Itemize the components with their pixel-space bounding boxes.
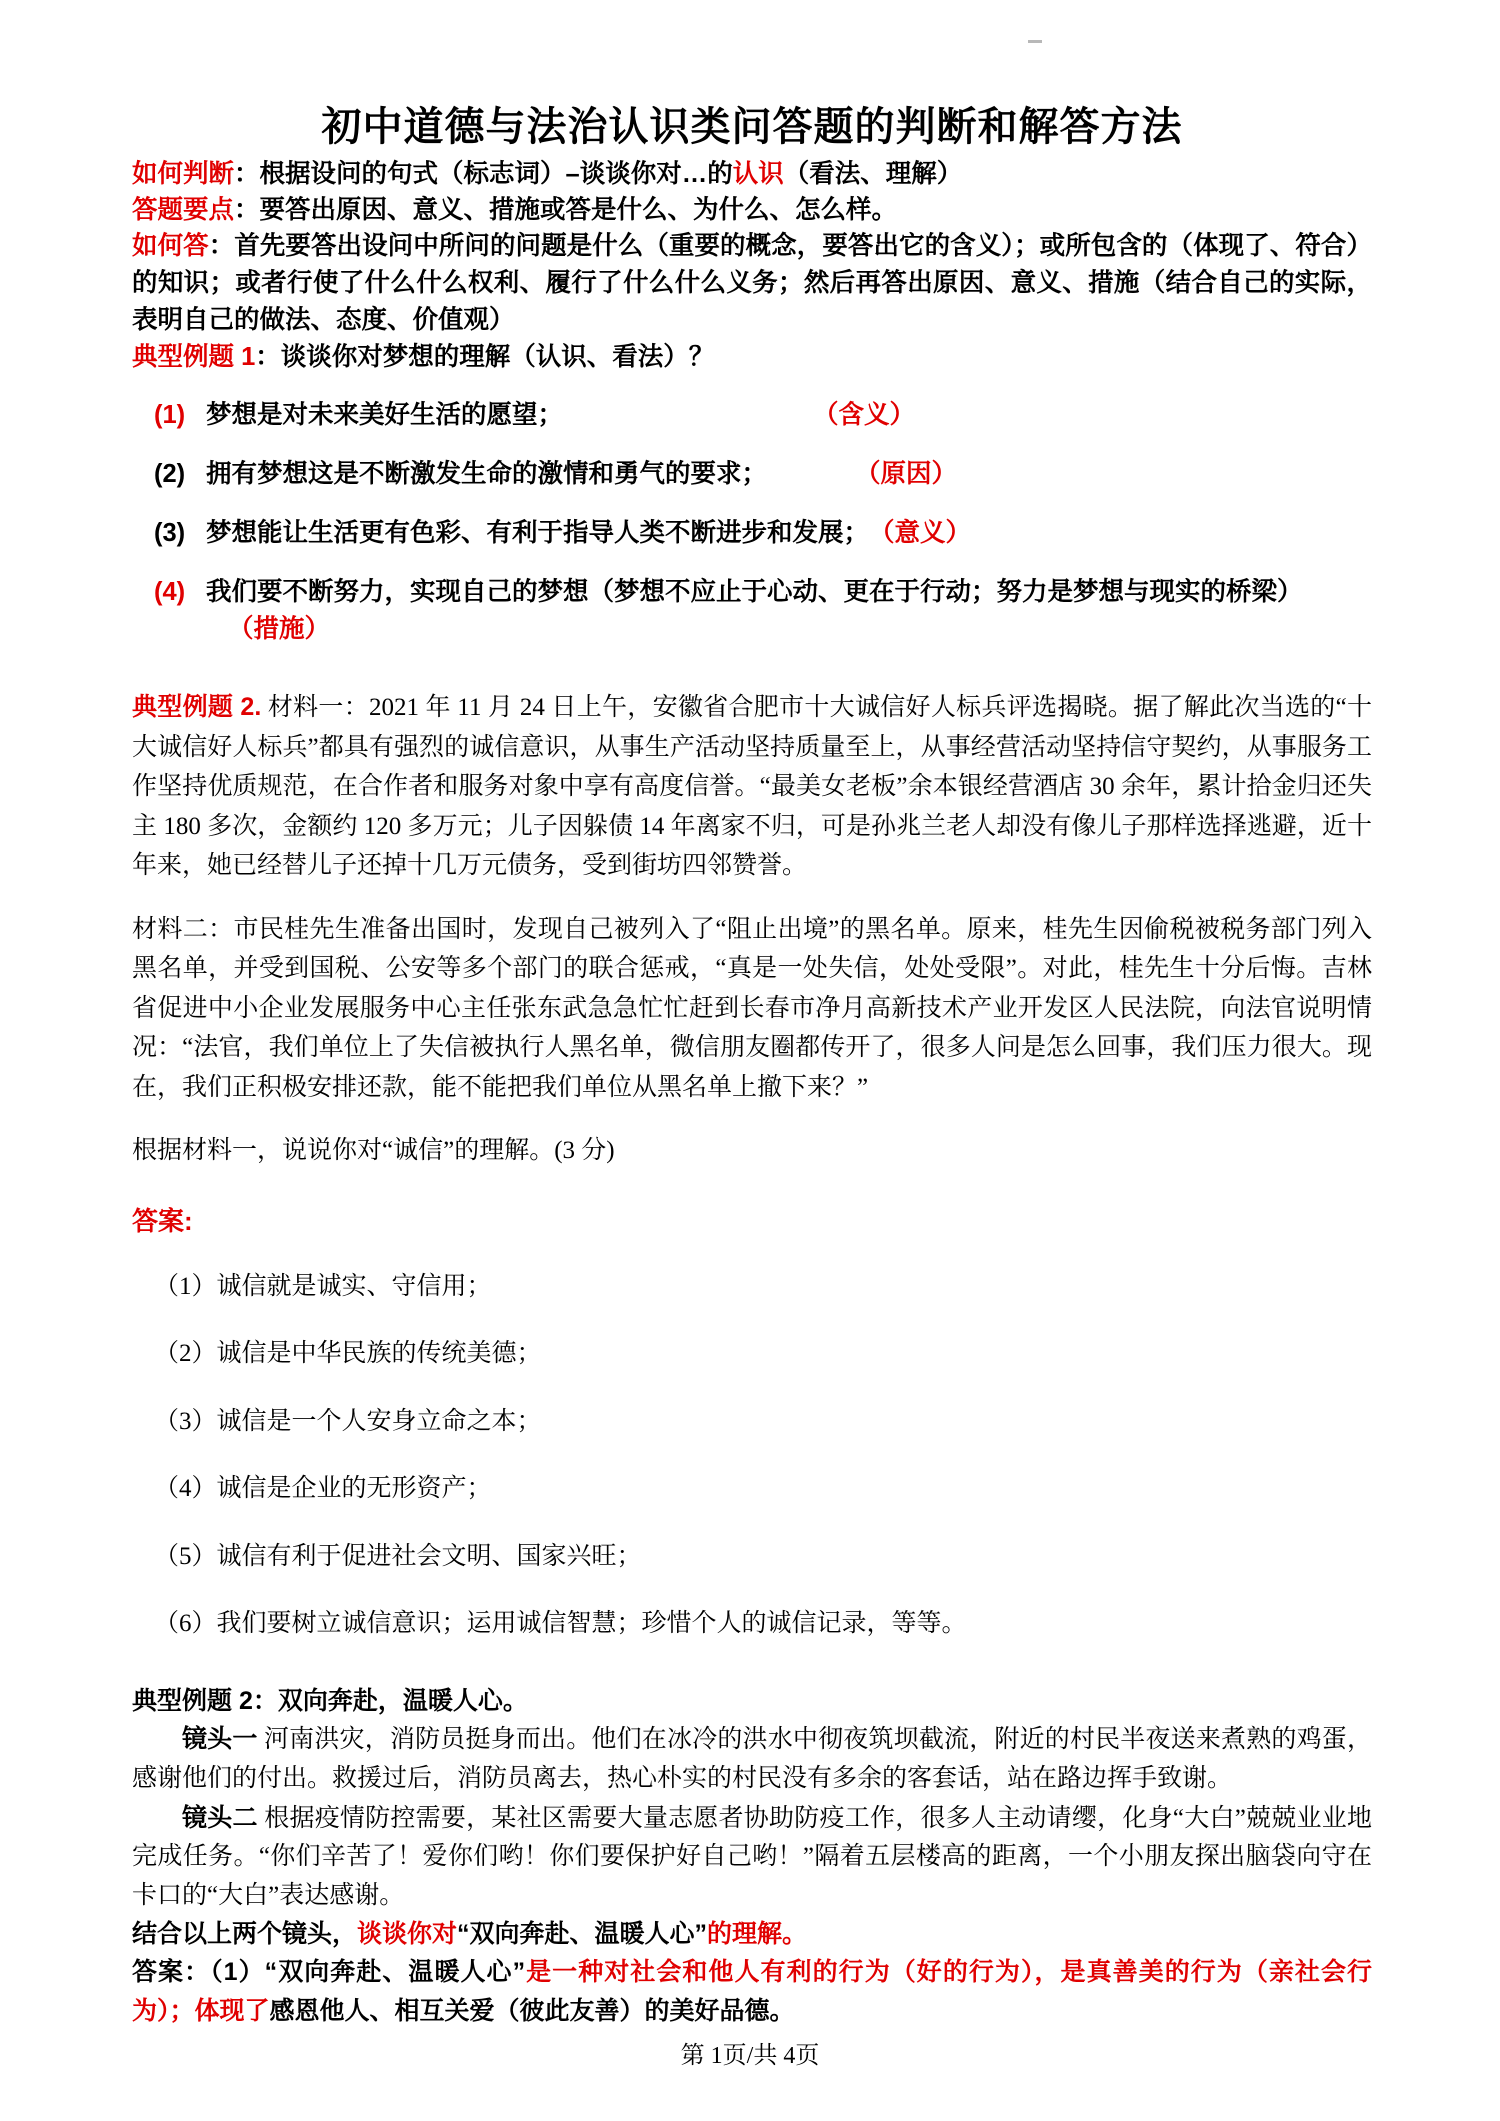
example2b-scene2: [132, 1799, 1372, 1916]
example2b-answer: [132, 1953, 1372, 2031]
page-artifact-mark: [1028, 40, 1042, 43]
example1-heading: [132, 339, 1372, 376]
example1-item-body: [206, 574, 1372, 611]
answer-part2: 是一种对社会和他人有利的行为（好的行为），是真善美的行为（亲社会行为）；体现了: [132, 1958, 1372, 2026]
list-item: （5）诚信有利于促进社会文明、国家兴旺；: [154, 1542, 642, 1570]
list-item: （1）诚信就是诚实、守信用；: [154, 1272, 492, 1300]
spacer: [132, 886, 1372, 910]
method-block: [132, 156, 1372, 339]
points-text: ：要答出原因、意义、措施或答是什么、为什么、怎么样。: [234, 196, 898, 225]
list-item: [132, 574, 1372, 611]
example1-question: ：谈谈你对梦想的理解（认识、看法）？: [255, 342, 715, 371]
example2b-scene1: [132, 1720, 1372, 1799]
answer-heading: 答案:: [132, 1205, 193, 1236]
how-label: 如何答: [132, 232, 209, 261]
example1-item-body: [206, 397, 1372, 434]
example2-material1-paragraph: [132, 688, 1372, 886]
example1-item4-measure-tag: （措施）: [228, 615, 331, 644]
spacer: [132, 1107, 1372, 1131]
judge-line: [132, 156, 1372, 192]
example2-material1-text: 材料一：2021 年 11 月 24 日上午，安徽省合肥市十大诚信好人标兵评选揭晓。据了解此次当选的“十大诚信好人标兵”都具有强烈的诚信意识，从事生产活动坚持质量至上，从事经营活动坚持信守契约，从事服务工作坚持优质规范，在合作者和服务对象中享有高度信誉。“最美女老板”余本银经营酒店 30 余年，累计拾金归还失主 180 多次，金额约 120 多万元；儿子因躲债 14 年离家不归，可是孙兆兰老人却没有像儿子那样选择逃避，近十年来，她已经替儿子还掉十几万元债务，受到街坊四邻赞誉。: [132, 694, 1372, 880]
spacer: [132, 648, 1372, 688]
example1-label: 典型例题 1: [132, 342, 256, 371]
example2b-question: [132, 1916, 1372, 1954]
answer-list: [132, 1268, 1372, 1643]
question-part1: 结合以上两个镜头，: [132, 1919, 358, 1948]
scene1-text: 河南洪灾，消防员挺身而出。他们在冰冷的洪水中彻夜筑坝截流，附近的村民半夜送来煮熟的鸡蛋，感谢他们的付出。救援过后，消防员离去，热心朴实的村民没有多余的客套话，站在路边挥手致谢。: [132, 1726, 1372, 1792]
example2-prompt: 根据材料一，说说你对“诚信”的理解。(3 分): [132, 1137, 615, 1165]
list-item: [132, 397, 1372, 434]
example1-item-body: [206, 515, 1372, 552]
scene2-text: 根据疫情防控需要，某社区需要大量志愿者协助防疫工作，很多人主动请缨，化身“大白”兢兢业业地完成任务。“你们辛苦了！爱你们哟！你们要保护好自己哟！”隔着五层楼高的距离，一个小朋友探出脑袋向守在卡口的“大白”表达感谢。: [132, 1804, 1372, 1910]
document-content: [132, 60, 1372, 2031]
question-part3: “双向奔赴、温暖人心”: [457, 1919, 708, 1948]
answer-part3: 感恩他人、相互关爱（彼此友善）的美好品德。: [269, 1997, 795, 2026]
how-text: ：首先要答出设问中所问的问题是什么（重要的概念，要答出它的含义）；或所包含的（体现了、符合）的知识；或者行使了什么什么权利、履行了什么什么义务；然后再答出原因、意义、措施（结合自己的实际，表明自己的做法、态度、价值观）: [132, 232, 1372, 334]
example1-item-tag: （意义）: [869, 519, 972, 548]
example1-item-number: (1): [154, 401, 186, 430]
judge-tail: （看法、理解）: [783, 160, 963, 188]
example1-item-tag: （含义）: [813, 401, 916, 430]
points-line: [132, 192, 1372, 228]
example2-label: 典型例题 2.: [132, 693, 262, 722]
scene1-lead: 镜头一: [182, 1725, 258, 1754]
spacer: [132, 1171, 1372, 1201]
list-item: （2）诚信是中华民族的传统美德；: [154, 1340, 542, 1368]
example1-item-text: 梦想是对未来美好生活的愿望；: [206, 401, 564, 430]
example1-item-tag: （原因）: [855, 460, 958, 489]
list-item: [132, 456, 1372, 493]
page-title: 初中道德与法治认识类问答题的判断和解答方法: [321, 105, 1183, 149]
question-part2: 谈谈你对: [357, 1919, 458, 1948]
example1-item-number: (2): [154, 460, 186, 489]
example1-item-number: (3): [154, 519, 186, 548]
example1-list: [132, 397, 1372, 648]
list-item: （3）诚信是一个人安身立命之本；: [154, 1407, 542, 1435]
list-item: （6）我们要树立诚信意识；运用诚信智慧；珍惜个人的诚信记录，等等。: [154, 1610, 967, 1638]
example1-item-body: [206, 456, 1372, 493]
example1-item-text: 梦想能让生活更有色彩、有利于指导人类不断进步和发展；: [206, 519, 870, 548]
question-part4: 的理解。: [707, 1919, 808, 1948]
example2-material2-paragraph: 材料二：市民桂先生准备出国时，发现自己被列入了“阻止出境”的黑名单。原来，桂先生因偷税被税务部门列入黑名单，并受到国税、公安等多个部门的联合惩戒，“真是一处失信，处处受限”。对此，桂先生十分后悔。吉林省促进中小企业发展服务中心主任张东武急急忙忙赶到长春市净月高新技术产业开发区人民法院，向法官说明情况：“法官，我们单位上了失信被执行人黑名单，微信朋友圈都传开了，很多人问是怎么回事，我们压力很大。现在，我们正积极安排还款，能不能把我们单位从黑名单上撤下来？”: [132, 915, 1372, 1101]
points-label: 答题要点: [132, 196, 235, 225]
scene2-lead: 镜头二: [182, 1803, 258, 1832]
spacer: [132, 1643, 1372, 1683]
example1-item-text: 我们要不断努力，实现自己的梦想（梦想不应止于心动、更在于行动；努力是梦想与现实的桥梁）: [206, 578, 1303, 607]
example1-item-text: 拥有梦想这是不断激发生命的激情和勇气的要求；: [206, 460, 768, 489]
judge-keyword: 认识: [732, 160, 784, 188]
list-item: （4）诚信是企业的无形资产；: [154, 1475, 492, 1503]
example1-item-number: (4): [154, 578, 186, 607]
judge-separator: ：根据设问的句式（标志词）–谈谈你对…的: [234, 160, 733, 188]
example2b-heading: 典型例题 2：双向奔赴，温暖人心。: [132, 1686, 528, 1715]
page-footer: 第 1页/共 4页: [680, 2043, 820, 2069]
how-to-answer-paragraph: [132, 228, 1372, 338]
answer-part1: 答案：（1）“双向奔赴、温暖人心”: [132, 1958, 526, 1987]
judge-label: 如何判断: [132, 160, 235, 188]
list-item: [132, 515, 1372, 552]
